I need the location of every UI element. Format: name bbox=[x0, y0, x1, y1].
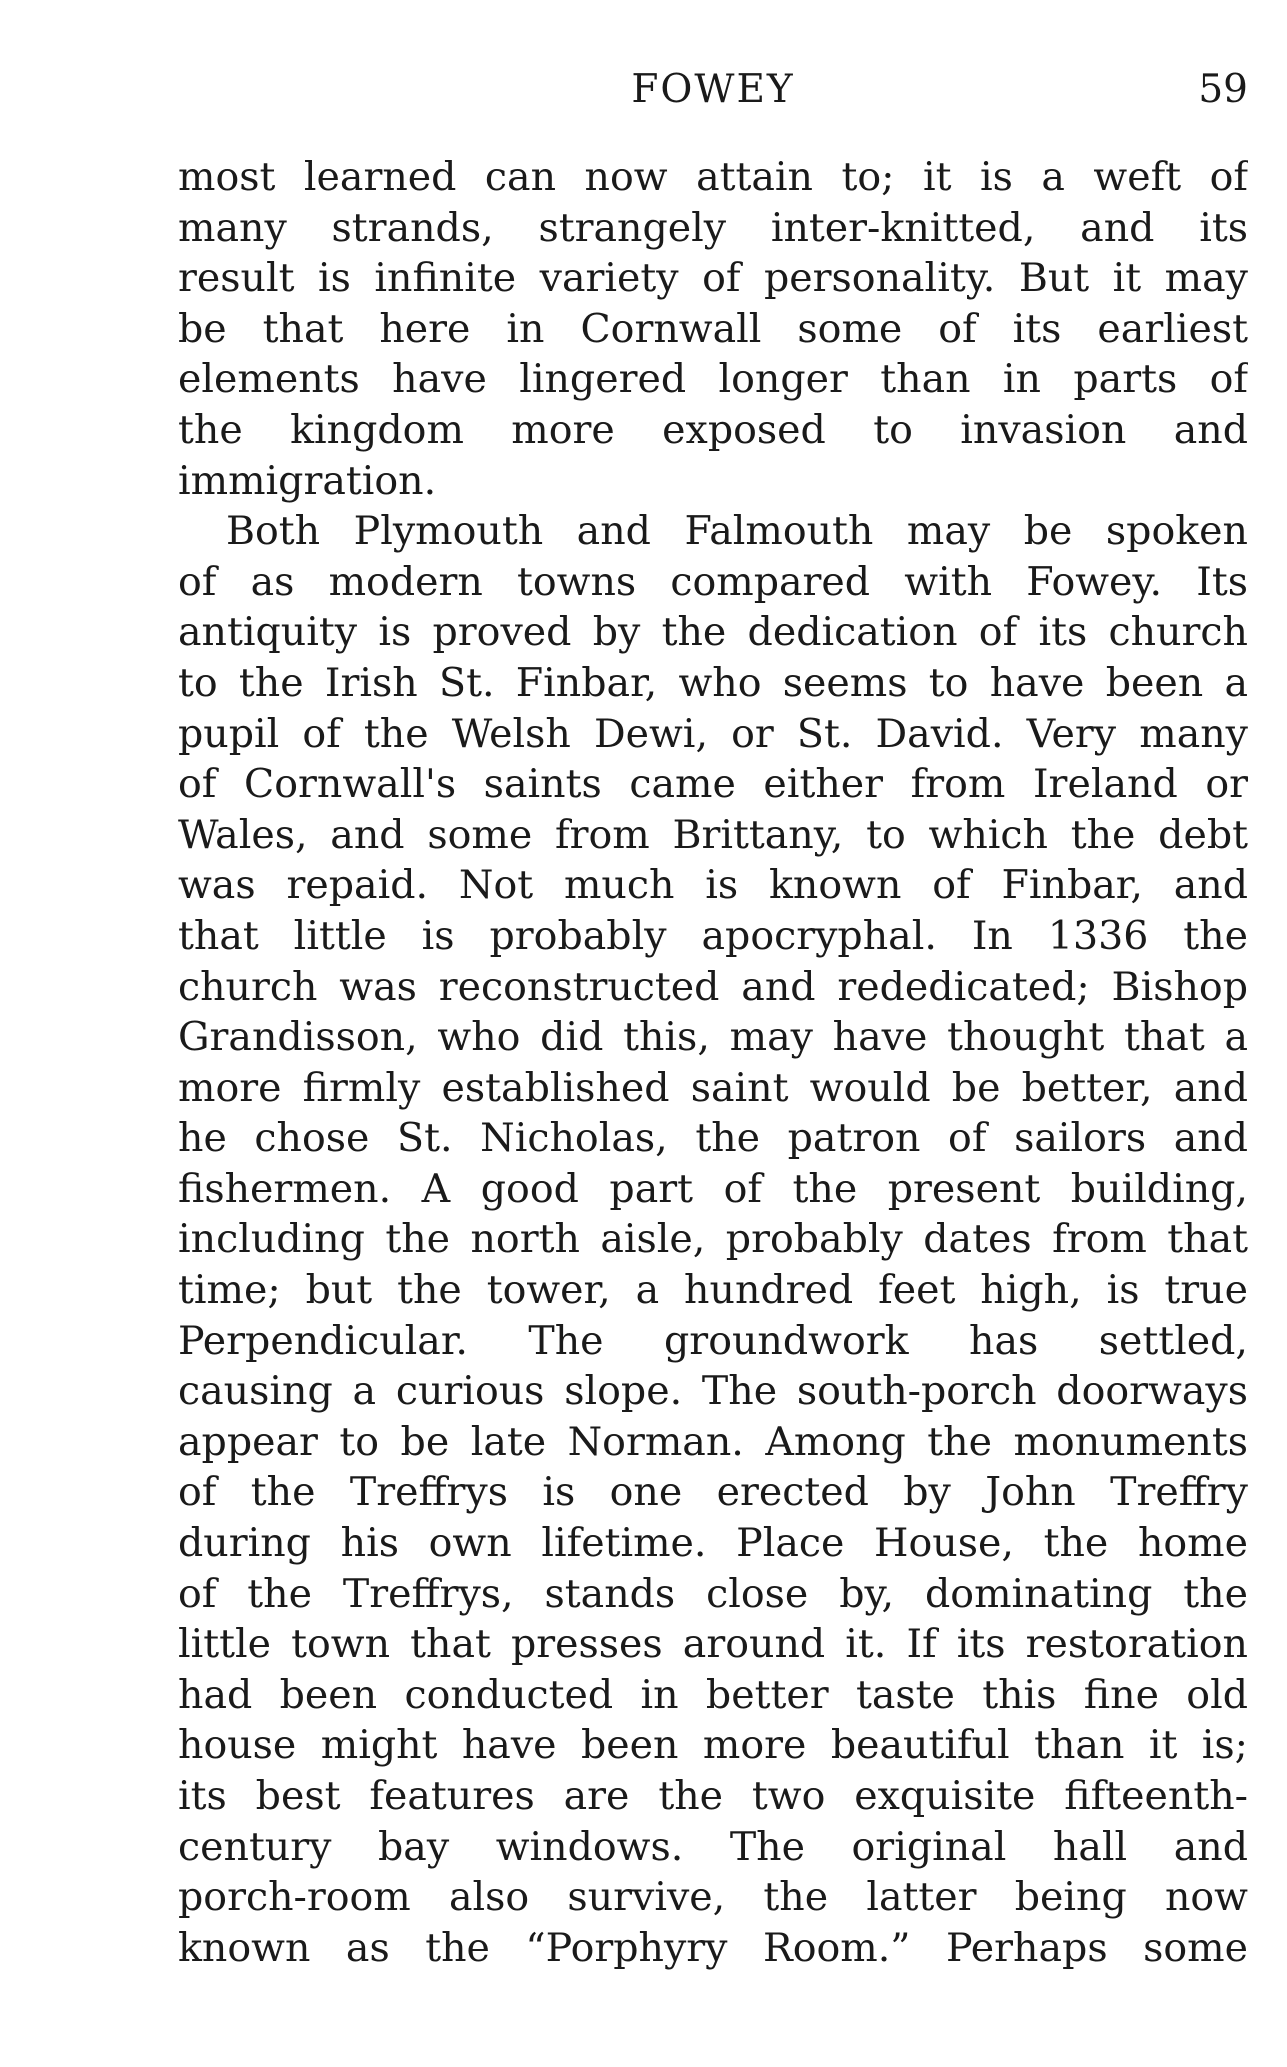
text-line: its best features are the two exquisite fifteenth- bbox=[178, 1773, 1248, 1819]
text-line: most learned can now attain to; it is a weft of bbox=[178, 154, 1248, 200]
text-line: time; but the tower, a hundred feet high, is true bbox=[178, 1267, 1248, 1314]
body-text bbox=[178, 152, 1248, 1973]
text-line: of the Treffrys, stands close by, dominating the bbox=[178, 1570, 1248, 1617]
text-line: immigration. bbox=[178, 457, 437, 504]
text-line: of Cornwall's saints came either from Ireland or bbox=[178, 761, 1248, 808]
text-line: causing a curious slope. The south-porch doorways bbox=[178, 1368, 1248, 1415]
text-line: including the north aisle, probably dates from that bbox=[178, 1216, 1248, 1263]
text-line: many strands, strangely inter-knitted, and its bbox=[178, 204, 1248, 251]
page-number: 59 bbox=[1198, 67, 1248, 112]
running-title: FOWEY bbox=[631, 67, 795, 112]
text-line: century bay windows. The original hall and bbox=[178, 1823, 1248, 1870]
text-line: little town that presses around it. If its restoration bbox=[178, 1621, 1248, 1668]
text-line: Grandisson, who did this, may have thought that a bbox=[178, 1014, 1248, 1061]
text-line: during his own lifetime. Place House, the home bbox=[178, 1520, 1248, 1567]
text-line: appear to be late Norman. Among the monuments bbox=[178, 1418, 1248, 1465]
text-line: church was reconstructed and rededicated; Bishop bbox=[178, 963, 1248, 1010]
text-line: Wales, and some from Brittany, to which the debt bbox=[178, 811, 1248, 858]
text-line: of as modern towns compared with Fowey. Its bbox=[178, 558, 1248, 605]
text-line: more firmly established saint would be better, and bbox=[178, 1064, 1248, 1111]
running-head bbox=[178, 62, 1248, 118]
text-line: he chose St. Nicholas, the patron of sailors and bbox=[178, 1115, 1248, 1162]
text-line: that little is probably apocryphal. In 1336 the bbox=[178, 912, 1248, 959]
text-line: result is infinite variety of personality. But it may bbox=[178, 255, 1248, 302]
text-line: house might have been more beautiful than it is; bbox=[178, 1722, 1248, 1769]
text-line: be that here in Cornwall some of its earliest bbox=[178, 305, 1248, 352]
text-line: elements have lingered longer than in parts of bbox=[178, 356, 1248, 403]
text-line: to the Irish St. Finbar, who seems to have been a bbox=[178, 659, 1248, 706]
text-line: was repaid. Not much is known of Finbar, and bbox=[178, 862, 1248, 909]
text-line: pupil of the Welsh Dewi, or St. David. Very many bbox=[178, 710, 1248, 757]
text-line: had been conducted in better taste this fine old bbox=[178, 1671, 1248, 1718]
text-line: Perpendicular. The groundwork has settled, bbox=[178, 1317, 1248, 1364]
text-line: of the Treffrys is one erected by John Treffry bbox=[178, 1469, 1248, 1516]
text-line: antiquity is proved by the dedication of its church bbox=[178, 609, 1248, 656]
paragraph-start-line: Both Plymouth and Falmouth may be spoken bbox=[226, 508, 1248, 555]
text-line: porch-room also survive, the latter being now bbox=[178, 1874, 1248, 1921]
text-line: fishermen. A good part of the present building, bbox=[178, 1165, 1248, 1212]
text-line: known as the “Porphyry Room.” Perhaps some bbox=[178, 1924, 1248, 1971]
text-line: the kingdom more exposed to invasion and bbox=[178, 406, 1248, 453]
